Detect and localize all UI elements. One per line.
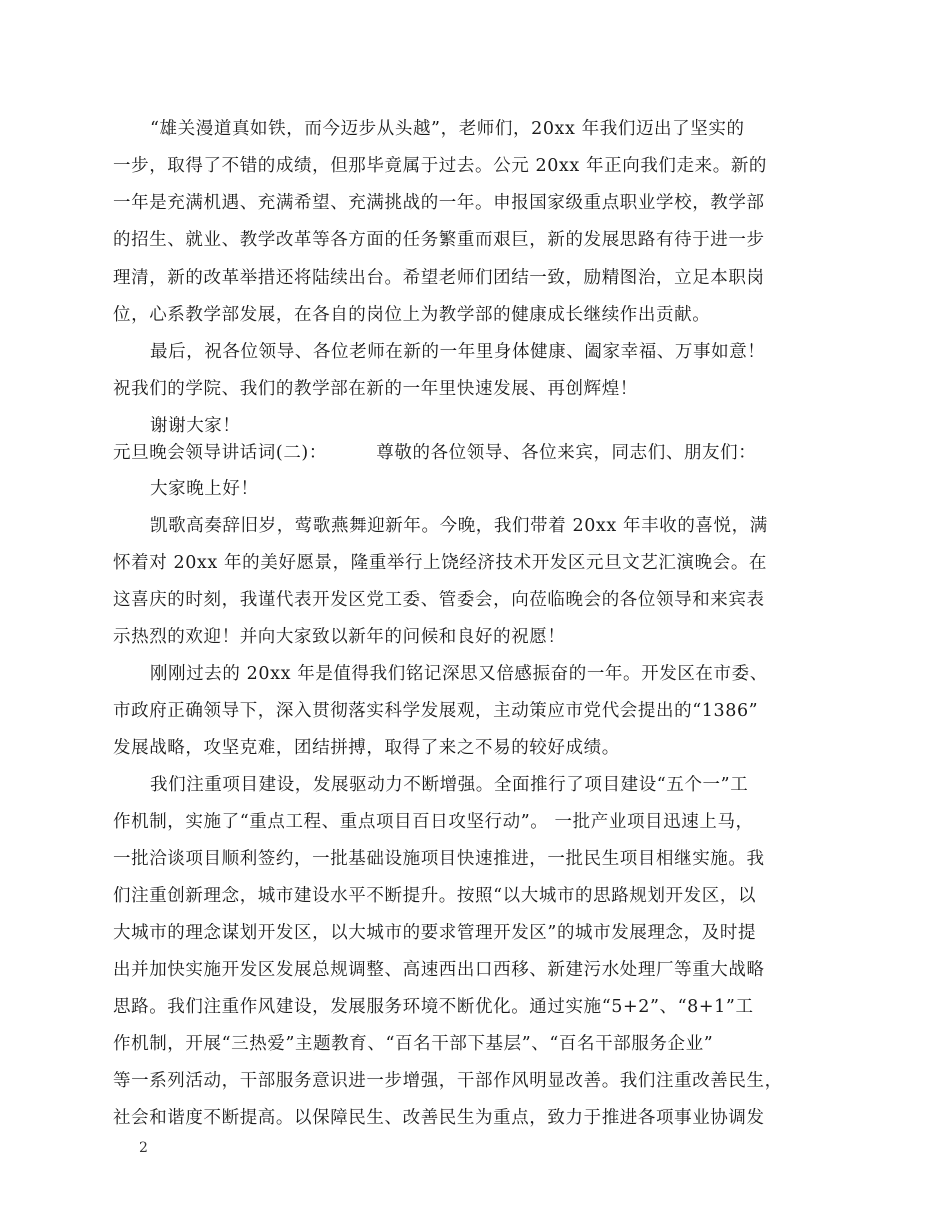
text-line: 示热烈的欢迎！并向大家致以新年的问候和良好的祝愿！ — [113, 627, 566, 647]
page-number: 2 — [139, 1140, 148, 1156]
text-line: 大家晚上好！ — [150, 479, 259, 499]
section-heading-line: 元旦晚会领导讲话词(二)： 尊敬的各位领导、各位来宾，同志们、朋友们： — [113, 443, 757, 463]
text-line: 凯歌高奏辞旧岁，莺歌燕舞迎新年。今晚，我们带着 20xx 年丰收的喜悦，满 — [150, 516, 768, 536]
text-line: 祝我们的学院、我们的教学部在新的一年里快速发展、再创辉煌！ — [113, 379, 638, 399]
text-line: 理清，新的改革举措还将陆续出台。希望老师们团结一致，励精图治，立足本职岗 — [113, 268, 765, 288]
text-line: 我们注重项目建设，发展驱动力不断增强。全面推行了项目建设“五个一”工 — [150, 775, 749, 795]
text-line: 最后，祝各位领导、各位老师在新的一年里身体健康、阖家幸福、万事如意！ — [150, 342, 766, 362]
text-line: 作机制，实施了“重点工程、重点项目百日攻坚行动”。 一批产业项目迅速上马， — [113, 812, 754, 832]
text-line: 等一系列活动，干部服务意识进一步增强，干部作风明显改善。我们注重改善民生， — [113, 1071, 783, 1091]
text-line: 思路。我们注重作风建设，发展服务环境不断优化。通过实施“5+2”、“8+1”工 — [113, 997, 754, 1017]
text-line: 怀着对 20xx 年的美好愿景，隆重举行上饶经济技术开发区元旦文艺汇演晚会。在 — [113, 553, 768, 573]
text-line: 出并加快实施开发区发展总规调整、高速西出口西移、新建污水处理厂等重大战略 — [113, 960, 765, 980]
text-line: 的招生、就业、教学改革等各方面的任务繁重而艰巨，新的发展思路有待于进一步 — [113, 230, 765, 250]
text-line: 位，心系教学部发展，在各自的岗位上为教学部的健康成长继续作出贡献。 — [113, 305, 711, 325]
text-line: 这喜庆的时刻，我谨代表开发区党工委、管委会，向莅临晚会的各位领导和来宾表 — [113, 590, 765, 610]
text-line: 市政府正确领导下，深入贯彻落实科学发展观，主动策应市党代会提出的“1386” — [113, 701, 759, 721]
text-line: 刚刚过去的 20xx 年是值得我们铭记深思又倍感振奋的一年。开发区在市委、 — [150, 664, 768, 684]
text-line: 社会和谐度不断提高。以保障民生、改善民生为重点，致力于推进各项事业协调发 — [113, 1108, 765, 1128]
text-line: 一批洽谈项目顺利签约，一批基础设施项目快速推进，一批民生项目相继实施。我 — [113, 849, 765, 869]
text-line: 作机制，开展“三热爱”主题教育、“百名干部下基层”、“百名干部服务企业” — [113, 1034, 714, 1054]
text-line: 一年是充满机遇、充满希望、充满挑战的一年。申报国家级重点职业学校，教学部 — [113, 193, 765, 213]
text-line: “雄关漫道真如铁，而今迈步从头越”，老师们，20xx 年我们迈出了坚实的 — [150, 119, 745, 139]
text-line: 谢谢大家！ — [150, 416, 241, 436]
text-line: 发展战略，攻坚克难，团结拼搏，取得了来之不易的较好成绩。 — [113, 738, 620, 758]
text-line: 们注重创新理念，城市建设水平不断提升。按照“以大城市的思路规划开发区，以 — [113, 886, 757, 906]
text-line: 一步，取得了不错的成绩，但那毕竟属于过去。公元 20xx 年正向我们走来。新的 — [113, 156, 768, 176]
text-line: 大城市的理念谋划开发区，以大城市的要求管理开发区”的城市发展理念，及时提 — [113, 923, 757, 943]
